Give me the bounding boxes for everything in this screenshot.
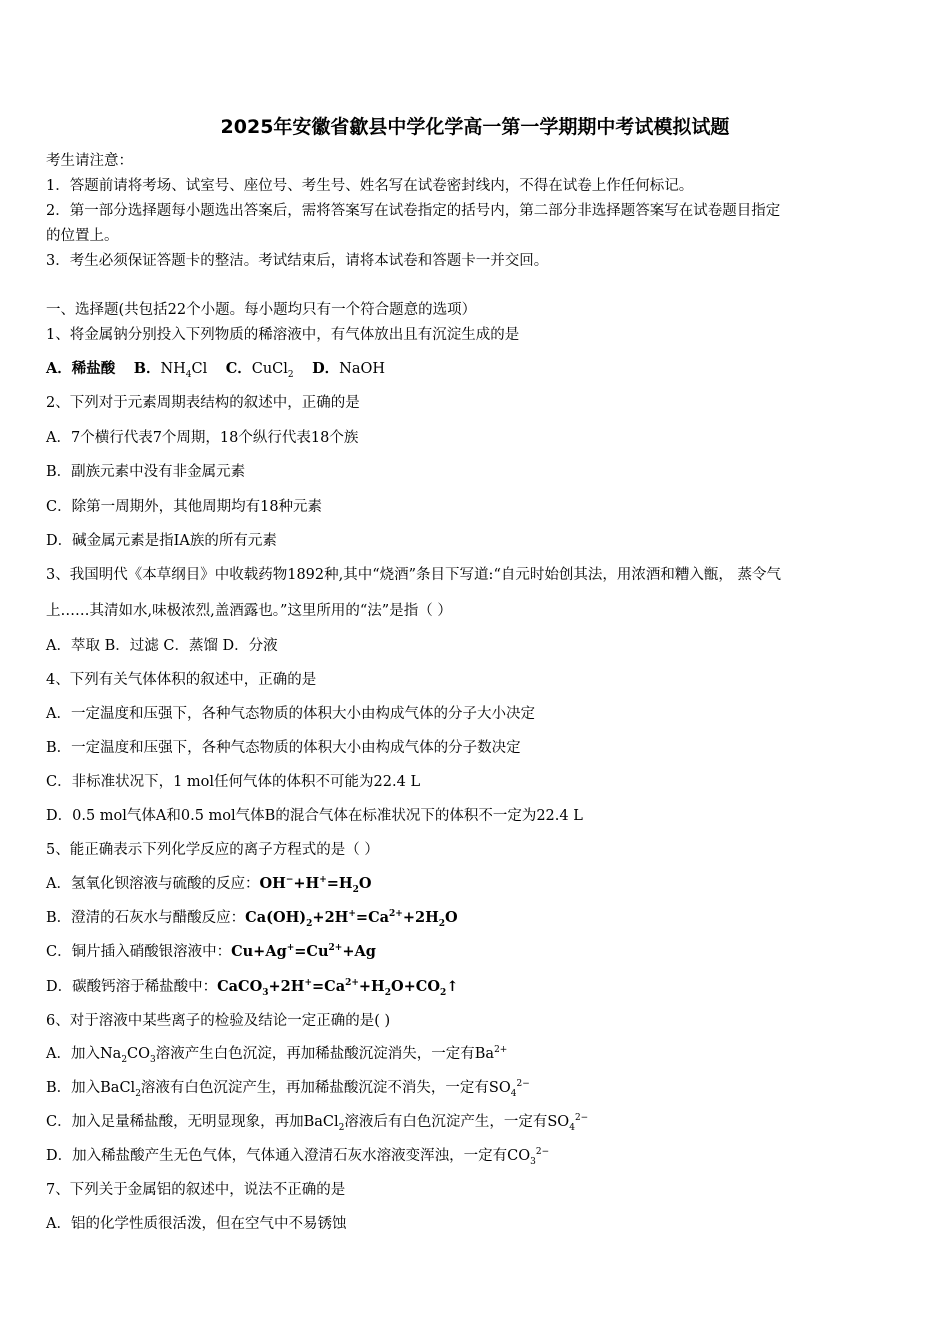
q2-option-c: C．除第一周期外，其他周期均有18种元素 — [46, 499, 323, 515]
notice-item-2: 2．第一部分选择题每小题选出答案后，需将答案写在试卷指定的括号内，第二部分非选择题答案写在试卷题目指定 — [46, 203, 781, 219]
q6-option-a: A．加入$Na_2CO_3$溶液产生白色沉淀，再加稀盐酸沉淀消失，一定有$Ba^{2+}$ — [46, 1045, 508, 1065]
question-6-stem: 6、对于溶液中某些离子的检验及结论一定正确的是( ) — [46, 1013, 391, 1029]
question-7-stem: 7、下列关于金属铝的叙述中，说法不正确的是 — [46, 1182, 346, 1198]
section-heading: 一、选择题(共包括22个小题。每小题均只有一个符合题意的选项） — [46, 302, 477, 318]
q5-option-b: B．澄清的石灰水与醋酸反应：$Ca(OH)_2+2H^+=Ca^{2+}+2H_2O$ — [46, 909, 458, 929]
q2-option-d: D．碱金属元素是指ⅠA族的所有元素 — [46, 533, 277, 549]
notice-item-3: 3．考生必须保证答题卡的整洁。考试结束后，请将本试卷和答题卡一并交回。 — [46, 253, 549, 269]
q4-option-c: C．非标准状况下，1 mol任何气体的体积不可能为22.4 L — [46, 774, 421, 790]
q1-option-a: A．稀盐酸 — [46, 360, 116, 377]
question-2-stem: 2、下列对于元素周期表结构的叙述中，正确的是 — [46, 395, 360, 411]
question-5-stem: 5、能正确表示下列化学反应的离子方程式的是（ ） — [46, 842, 379, 858]
q2-option-b: B．副族元素中没有非金属元素 — [46, 464, 246, 480]
q3-options: A．萃取 B．过滤 C．蒸馏 D．分液 — [46, 638, 278, 654]
q6-option-b: B．加入BaCl$_2$溶液有白色沉淀产生，再加稀盐酸沉淀不消失，一定有$SO_4^{2-}$ — [46, 1079, 530, 1099]
q6-option-d: D．加入稀盐酸产生无色气体，气体通入澄清石灰水溶液变浑浊，一定有$CO_3^{2-}$ — [46, 1147, 550, 1167]
q1-option-d: D．NaOH — [312, 360, 386, 377]
notice-item-1: 1．答题前请将考场、试室号、座位号、考生号、姓名写在试卷密封线内，不得在试卷上作任何标记。 — [46, 178, 694, 194]
question-4-stem: 4、下列有关气体体积的叙述中，正确的是 — [46, 672, 317, 688]
question-3-stem-2: 上……其清如水,味极浓烈,盖酒露也。”这里所用的“法”是指（ ） — [46, 603, 452, 619]
q1-option-c: C．CuCl$_2$ — [225, 360, 294, 380]
q1-option-b-label: B． — [133, 360, 161, 377]
q4-option-a: A．一定温度和压强下，各种气态物质的体积大小由构成气体的分子大小决定 — [46, 706, 535, 722]
notice-item-2-cont: 的位置上。 — [46, 228, 119, 244]
q1-option-b: $NH_4Cl$ — [160, 361, 208, 380]
q2-option-a: A．7个横行代表7个周期，18个纵行代表18个族 — [46, 430, 359, 446]
q5-option-d: D．碳酸钙溶于稀盐酸中：$CaCO_3+2H^+=Ca^{2+}+H_2O+CO_2↑$ — [46, 978, 459, 998]
q7-option-a: A．铝的化学性质很活泼，但在空气中不易锈蚀 — [46, 1216, 347, 1232]
question-3-stem-1: 3、我国明代《本草纲目》中收载药物1892种,其中“烧酒”条目下写道:“自元时始创其法，用浓酒和糟入甑， 蒸令气 — [46, 567, 781, 583]
page-title: 2025年安徽省歙县中学化学高一第一学期期中考试模拟试题 — [220, 116, 730, 138]
q6-option-c: C．加入足量稀盐酸，无明显现象，再加BaCl$_2$溶液后有白色沉淀产生，一定有$SO_4^{2-}$ — [46, 1113, 589, 1133]
question-1-options — [46, 359, 385, 379]
notice-heading: 考生请注意： — [46, 153, 133, 169]
q5-option-c: C．铜片插入硝酸银溶液中：$Cu+Ag^+=Cu^{2+}+Ag$ — [46, 943, 376, 960]
q4-option-b: B．一定温度和压强下，各种气态物质的体积大小由构成气体的分子数决定 — [46, 740, 521, 756]
question-1-stem: 1、将金属钠分别投入下列物质的稀溶液中，有气体放出且有沉淀生成的是 — [46, 327, 520, 343]
q4-option-d: D．0.5 mol气体A和0.5 mol气体B的混合气体在标准状况下的体积不一定为22.4 L — [46, 808, 583, 824]
q5-option-a: A．氢氧化钡溶液与硫酸的反应：$OH^-+H^+=H_2O$ — [46, 875, 372, 895]
